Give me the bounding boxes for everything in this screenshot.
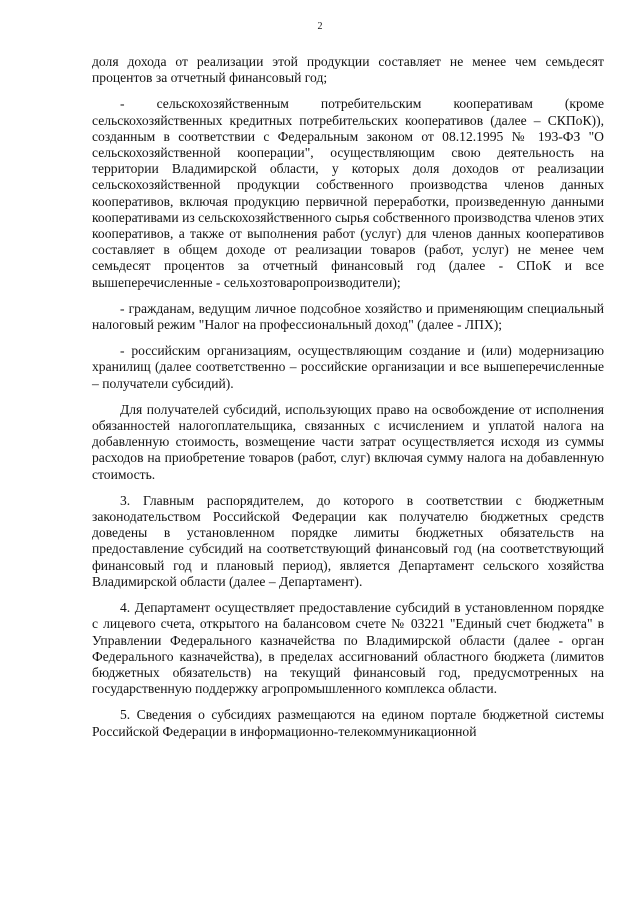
paragraph-spok: - сельскохозяйственным потребительским кооперативам (кроме сельскохозяйственных кредитных потребительских кооперативов (далее – СКПоК)), созданным в соответствии с Федеральным законом от 08.12.1995 № 193-ФЗ "О сельскохозяйственной кооперации", осуществляющим свою деятельность на территории Владимирской области, у которых доля доходов от реализации сельскохозяйственной продукции собственного производства членов данных кооперативов, включая продукцию первичной переработки, произведенную данными кооперативами из сельскохозяйственного сырья собственного производства членов этих кооперативов, а также от выполнения работ (услуг) для членов данных кооперативов составляет в общем доходе от реализации товаров (работ, услуг) не менее чем семьдесят процентов за отчетный финансовый год (далее - СПоК и все вышеперечисленные - сельхозтоваропроизводители); <box>92 96 604 290</box>
page-number: 2 <box>317 21 323 32</box>
document-body <box>92 54 604 740</box>
paragraph-russian-organizations: - российским организациям, осуществляющим создание и (или) модернизацию хранилищ (далее соответственно – российские организации и все вышеперечисленные – получатели субсидий). <box>92 343 604 391</box>
paragraph-item-5: 5. Сведения о субсидиях размещаются на едином портале бюджетной системы Российской Федерации в информационно-телекоммуникационной <box>92 707 604 739</box>
paragraph-item-4: 4. Департамент осуществляет предоставление субсидий в установленном порядке с лицевого счета, открытого на балансовом счете № 03221 "Единый счет бюджета" в Управлении Федерального казначейства по Владимирской области (далее - орган Федерального казначейства), в пределах ассигнований областного бюджета (лимитов бюджетных обязательств) на текущий финансовый год, предусмотренных на государственную поддержку агропромышленного комплекса области. <box>92 600 604 697</box>
paragraph-continuation: доля дохода от реализации этой продукции составляет не менее чем семьдесят процентов за отчетный финансовый год; <box>92 54 604 86</box>
paragraph-item-3: 3. Главным распорядителем, до которого в соответствии с бюджетным законодательством Российской Федерации как получателю бюджетных средств доведены в установленном порядке лимиты бюджетных обязательств на предоставление субсидий на соответствующий финансовый год (на соответствующий финансовый год и плановый период), является Департамент сельского хозяйства Владимирской области (далее – Департамент). <box>92 492 604 589</box>
paragraph-vat: Для получателей субсидий, использующих право на освобождение от исполнения обязанностей налогоплательщика, связанных с исчислением и уплатой налога на добавленную стоимость, возмещение части затрат осуществляется исходя из суммы расходов на приобретение товаров (работ, слуг) включая сумму налога на добавленную стоимость. <box>92 401 604 482</box>
paragraph-lph: - гражданам, ведущим личное подсобное хозяйство и применяющим специальный налоговый режим "Налог на профессиональный доход" (далее - ЛПХ); <box>92 300 604 333</box>
